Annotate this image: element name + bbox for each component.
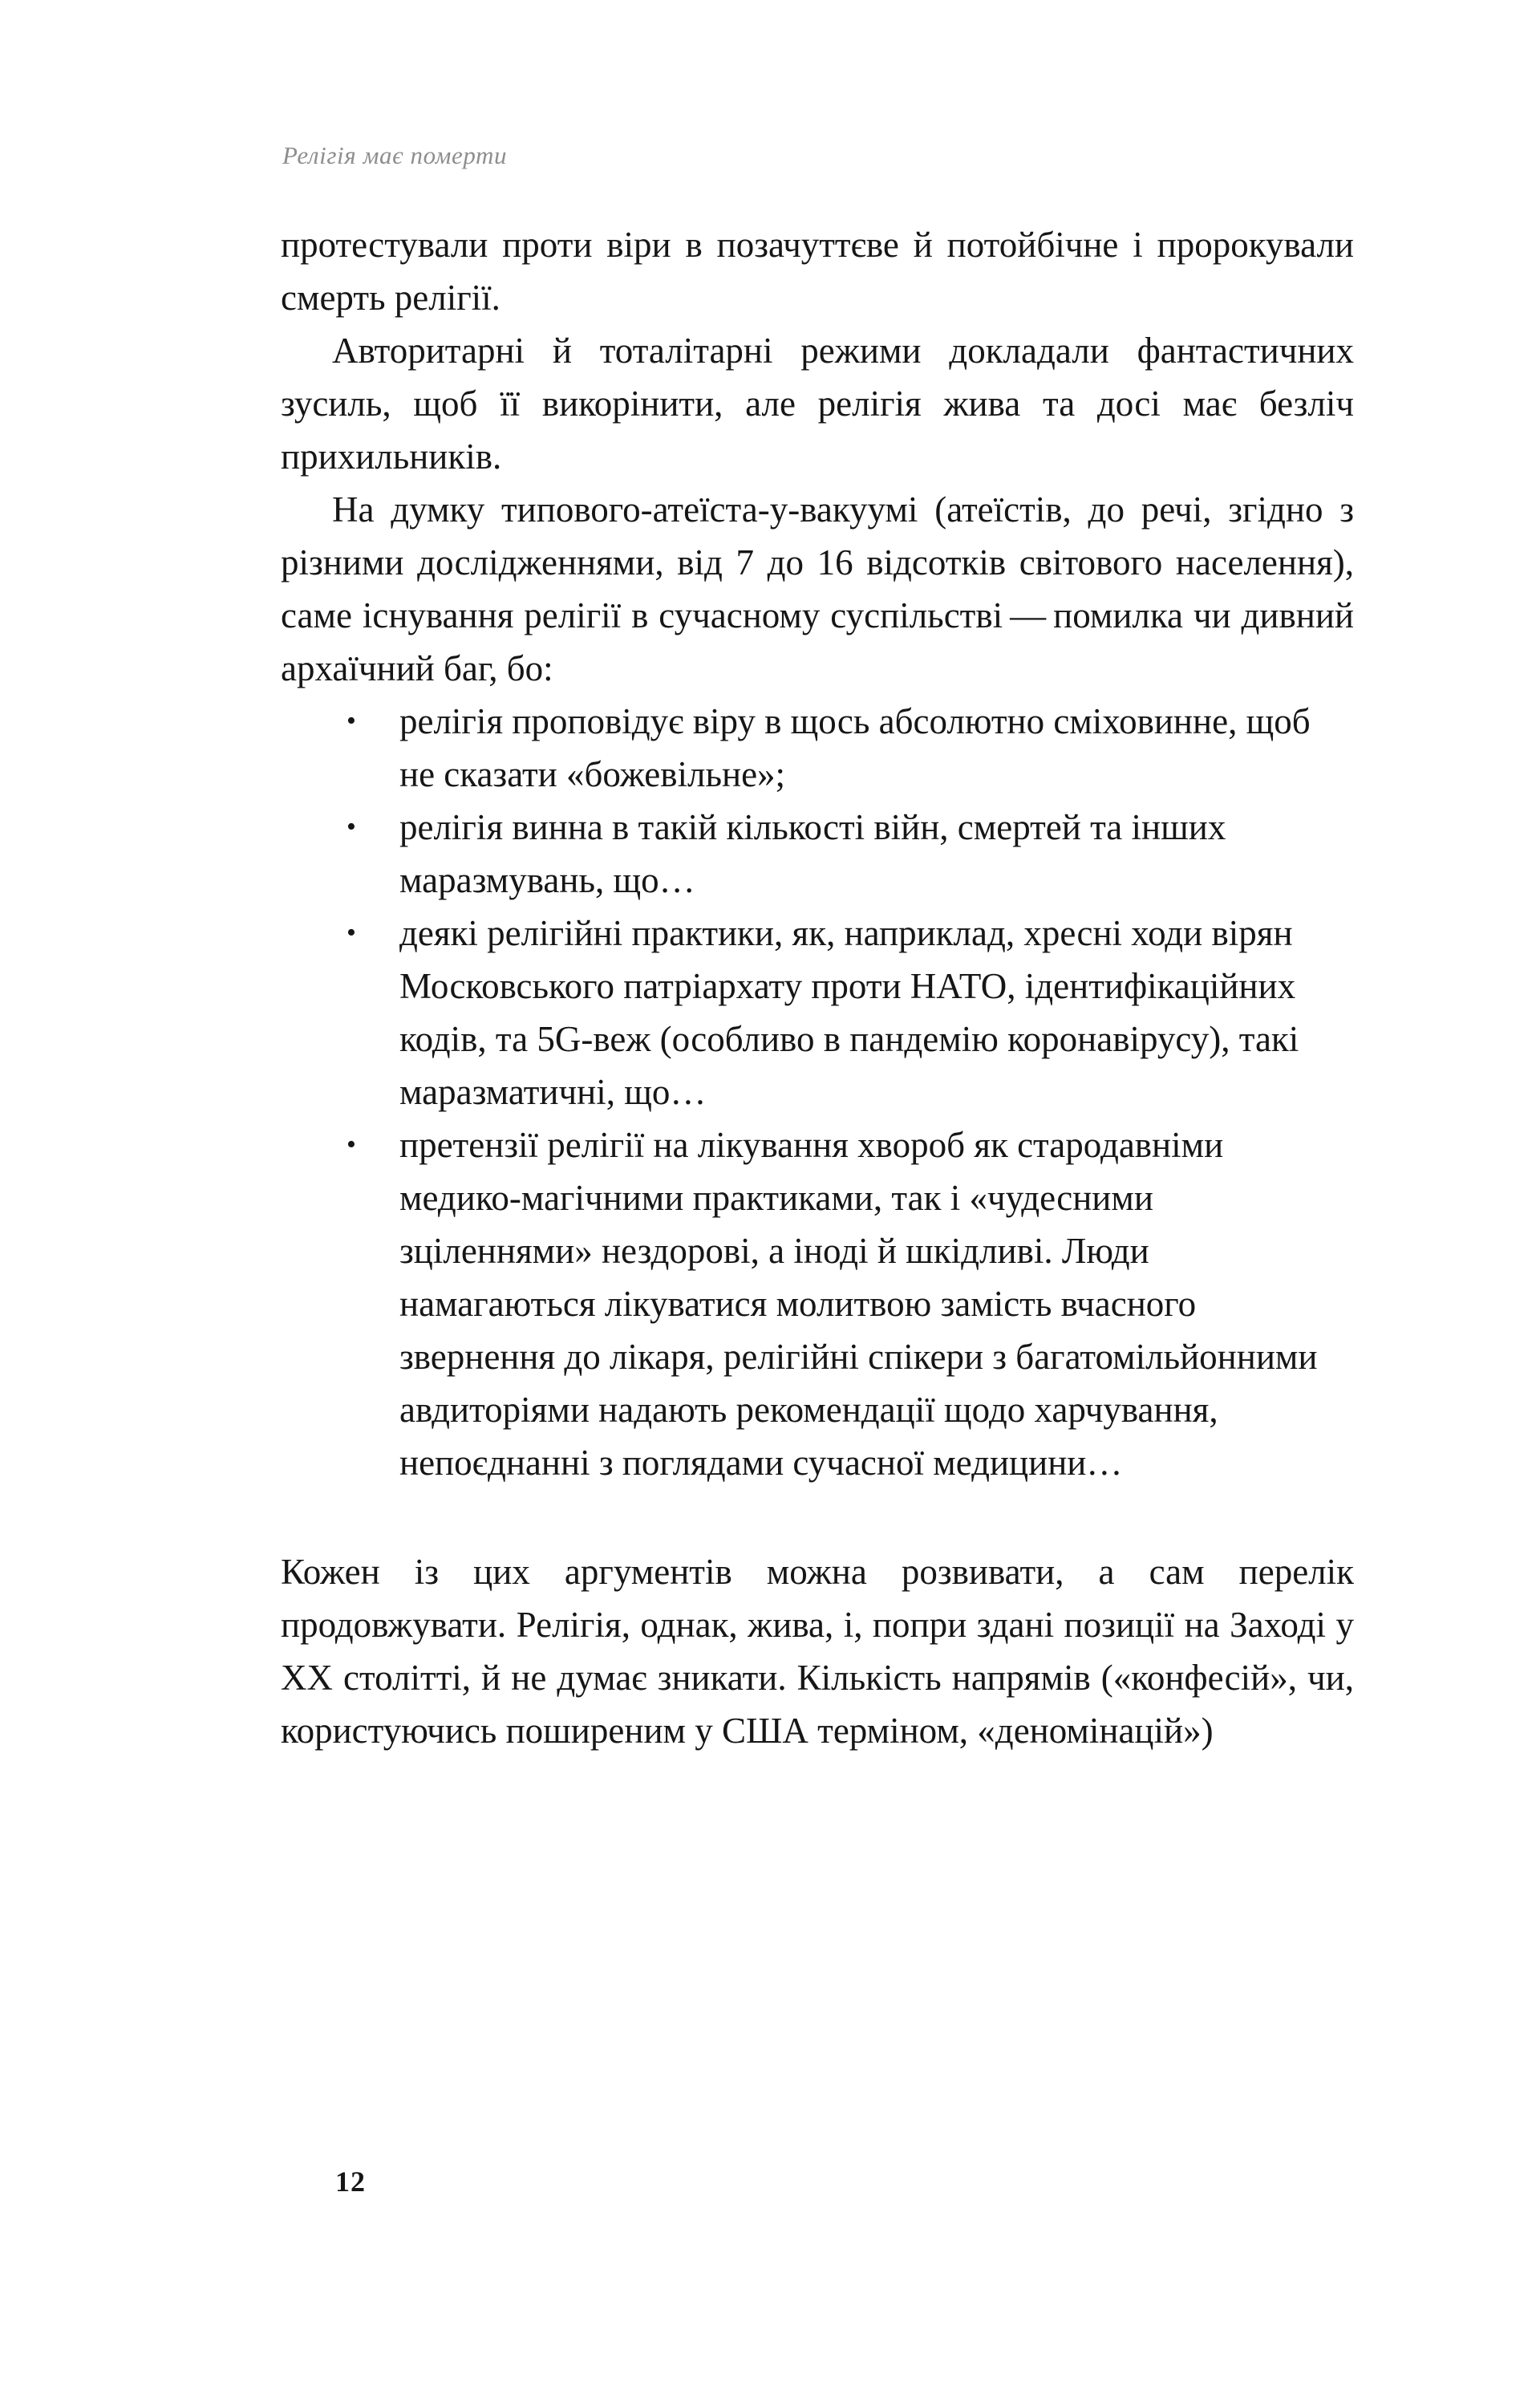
paragraph-continuation: протестували проти віри в позачуттєве й потойбічне і пророкували смерть релігії. <box>281 225 1354 318</box>
bullet-icon: • <box>346 706 356 736</box>
bullet-icon: • <box>346 918 356 948</box>
list-item-text: релігія проповідує віру в щось абсолютно сміховинне, щоб не сказати «божевільне»; <box>399 701 1311 794</box>
running-head: Релігія має померти <box>282 141 508 169</box>
paragraph-atheist: На думку типового-атеїста-у-вакуумі (атеїстів, до речі, згідно з різними дослідженнями, від 7 до 16 відсотків світового населення), саме існування релігії в сучасному суспільстві — помилка чи дивний архаїчний баг, бо: <box>281 489 1354 688</box>
list-item <box>281 695 1354 801</box>
bullet-icon: • <box>346 1130 356 1159</box>
list-item <box>281 907 1354 1118</box>
list-item <box>281 1118 1354 1489</box>
paragraph-closing: Кожен із цих аргументів можна розвивати, а сам перелік продовжувати. Релігія, однак, жива, і, попри здані позиції на Заході у XX столітті, й не думає зникати. Кількість напрямів («конфесій», чи, користуючись поширеним у США терміном, «деномінацій») <box>281 1552 1354 1751</box>
list-item-text: деякі релігійні практики, як, наприклад, хресні ходи вірян Московського патріархату проти НАТО, ідентифікаційних кодів, та 5G-веж (особливо в пандемію коронавірусу), такі маразматичні, що… <box>399 913 1299 1112</box>
list-item-text: претензії релігії на лікування хвороб як стародавніми медико-магічними практиками, так і «чудесними зціленнями» нездорові, а іноді й шкідливі. Люди намагаються лікуватися молитвою замість вчасного звернення до лікаря, релігійні спікери з багатомільйонними авдиторіями надають рекомендації щодо харчування, непоєднанні з поглядами сучасної медицини… <box>399 1125 1318 1483</box>
bullet-icon: • <box>346 812 356 842</box>
text-column <box>281 218 1354 1757</box>
list-item-text: релігія винна в такій кількості війн, смертей та інших маразмувань, що… <box>399 807 1226 900</box>
paragraph-spacer <box>281 1489 1354 1545</box>
argument-list <box>281 695 1354 1489</box>
page-number: 12 <box>335 2166 366 2198</box>
paragraph-regimes: Авторитарні й тоталітарні режими докладали фантастичних зусиль, щоб її викорінити, але релігія жива та досі має безліч прихильників. <box>281 331 1354 477</box>
list-item <box>281 801 1354 907</box>
